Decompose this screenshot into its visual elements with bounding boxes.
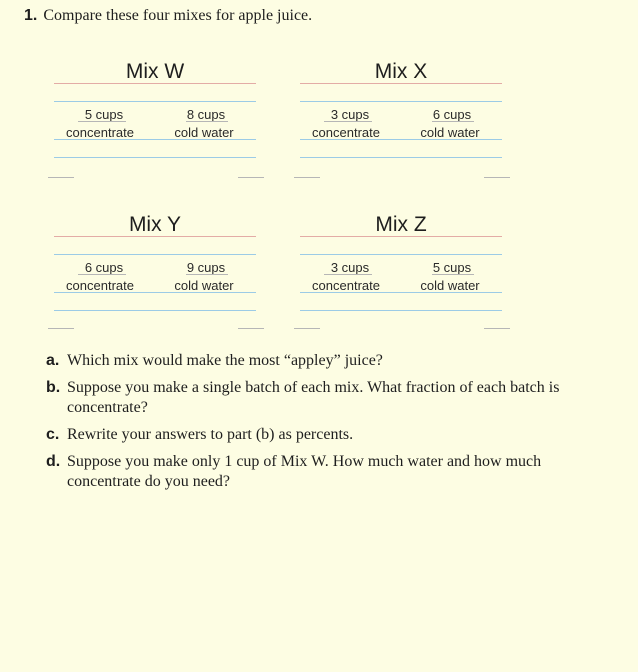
- water-label: cold water: [420, 278, 480, 293]
- problem-title: [24, 7, 312, 25]
- water-amount: 9 cups: [186, 260, 226, 275]
- mix-card-y: [54, 213, 256, 338]
- water-amount: 8 cups: [186, 107, 226, 122]
- problem-text: Compare these four mixes for apple juice.: [43, 7, 313, 24]
- concentrate-amount: 3 cups: [330, 107, 370, 122]
- question-text: Which mix would make the most “appley” juice?: [67, 352, 383, 369]
- concentrate-amount: 3 cups: [330, 260, 370, 275]
- mix-card-w: [54, 60, 256, 185]
- concentrate-label: concentrate: [312, 125, 380, 140]
- mix-card-x: [300, 60, 502, 185]
- water-label: cold water: [174, 125, 234, 140]
- question-letter: c.: [46, 426, 60, 443]
- water-label: cold water: [420, 125, 480, 140]
- question-c: [46, 425, 566, 445]
- mix-name: Mix Y: [128, 213, 182, 236]
- question-b: [46, 378, 566, 418]
- question-letter: d.: [46, 453, 61, 470]
- question-letter: a.: [46, 352, 60, 369]
- mix-card-z: [300, 213, 502, 338]
- concentrate-label: concentrate: [66, 278, 134, 293]
- water-amount: 5 cups: [432, 260, 472, 275]
- question-letter: b.: [46, 379, 61, 396]
- question-d: [46, 452, 566, 492]
- concentrate-amount: 5 cups: [84, 107, 124, 122]
- question-text: Rewrite your answers to part (b) as percents.: [67, 426, 354, 443]
- mix-name: Mix X: [374, 60, 428, 83]
- problem-number: 1.: [24, 7, 38, 24]
- mix-name: Mix W: [125, 60, 185, 83]
- question-text: Suppose you make a single batch of each mix. What fraction of each batch is concentrate?: [67, 379, 560, 416]
- mix-name: Mix Z: [375, 213, 427, 236]
- question-text: Suppose you make only 1 cup of Mix W. How much water and how much concentrate do you need?: [67, 453, 542, 490]
- water-label: cold water: [174, 278, 234, 293]
- question-a: [46, 351, 566, 371]
- water-amount: 6 cups: [432, 107, 472, 122]
- question-list: [46, 351, 566, 499]
- concentrate-amount: 6 cups: [84, 260, 124, 275]
- concentrate-label: concentrate: [312, 278, 380, 293]
- concentrate-label: concentrate: [66, 125, 134, 140]
